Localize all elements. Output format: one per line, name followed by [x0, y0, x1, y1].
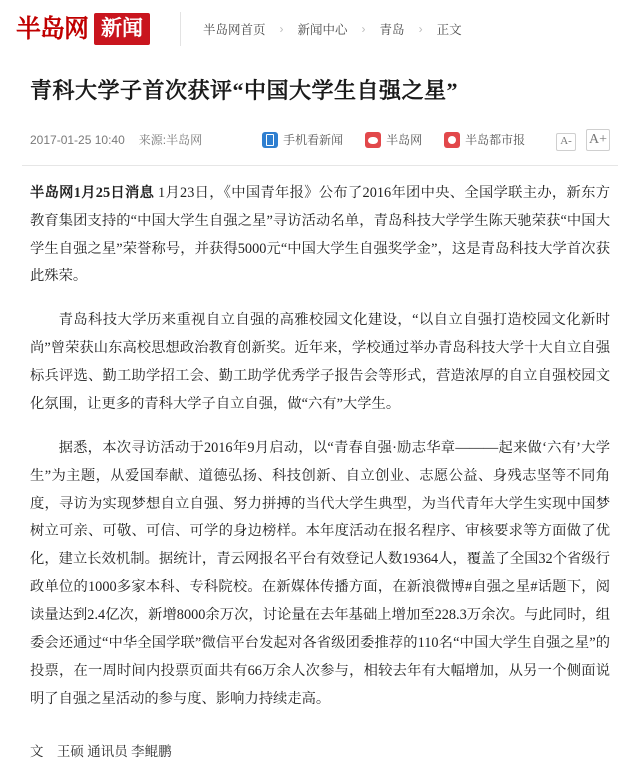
weibo-icon [365, 132, 381, 148]
share-weibo[interactable] [365, 131, 422, 148]
share-bar [262, 131, 525, 148]
page-title: 青科大学子首次获评“中国大学生自强之星” [30, 78, 459, 103]
breadcrumb-separator-icon: › [279, 22, 284, 36]
logo-text: 半岛网 [16, 15, 89, 43]
title-section [0, 58, 640, 107]
article-lead-bold: 半岛网1月25日消息 [30, 184, 155, 201]
app-icon [444, 132, 460, 148]
article-paragraph-1-text: 1月23日，《中国青年报》公布了2016年团中央、全国学联主办，新东方教育集团支持的“中国大学生自强之星”寻访活动名单，青岛科技大学学生陈天驰荣获“中国大学生自强之星”荣誉称号，并获得5000元“中国大学生自强奖学金”，这是青岛科技大学首次获此殊荣。 [30, 184, 610, 285]
share-app-label: 半岛都市报 [465, 133, 526, 148]
breadcrumb-item-home[interactable]: 半岛网首页 [203, 23, 266, 37]
breadcrumb-separator-icon: › [361, 22, 366, 36]
byline-author: 王硕 通讯员 李鲲鹏 [56, 743, 172, 759]
byline-label: 文 [30, 743, 44, 759]
header-divider [180, 12, 181, 46]
breadcrumb-item-news-center[interactable]: 新闻中心 [297, 23, 348, 37]
share-mobile-news[interactable] [262, 131, 343, 148]
article-paragraph-1 [30, 180, 610, 292]
breadcrumb-item-article: 正文 [436, 23, 462, 37]
logo-badge: 新闻 [94, 13, 150, 45]
byline [0, 740, 640, 760]
breadcrumb-item-qingdao[interactable]: 青岛 [379, 23, 405, 37]
phone-icon [262, 132, 278, 148]
share-app[interactable] [444, 131, 525, 148]
site-logo[interactable] [16, 13, 150, 45]
article-paragraph-3: 据悉，本次寻访活动于2016年9月启动，以“青春自强·励志华章———起来做‘六有’大学生”为主题，从爱国奉献、道德弘扬、科技创新、自立创业、志愿公益、身残志坚等不同角度，寻访为实现梦想自立自强、努力拼搏的当代大学生典型，为当代青年大学生实现中国梦树立可亲、可敬、可信、可学的身边榜样。本年度活动在报名程序、审核要求等方面做了优化，建立长效机制。据统计，青云网报名平台有效登记人数19364人，覆盖了全国32个省级行政单位的1000多家本科、专科院校。在新媒体传播方面，在新浪微博#自强之星#话题下，阅读量达到2.4亿次，新增8000余万次，讨论量在去年基础上增加至228.3万余次。与此同时，组委会还通过“中华全国学联”微信平台发起对各省级团委推荐的110名“中国大学生自强之星”的投票，在一周时间内投票页面共有66万余人次参与，相较去年有大幅增加，从另一个侧面说明了自强之星活动的参与度、影响力持续走高。 [30, 439, 610, 707]
breadcrumb [203, 20, 462, 38]
breadcrumb-separator-icon: › [418, 22, 423, 36]
publish-date: 2017-01-25 10:40 [30, 132, 125, 147]
article-body [0, 166, 640, 714]
article-paragraph-2: 青岛科技大学历来重视自立自强的高雅校园文化建设，“以自立自强打造校园文化新时尚”曾荣获山东高校思想政治教育创新奖。近年来，学校通过举办青岛科技大学十大自立自强标兵评选、勤工助学招工会、勤工助学优秀学子报告会等形式，营造浓厚的自立自强校园文化氛围，让更多的青科大学子自立自强，做“六有”大学生。 [30, 312, 610, 412]
font-size-controls [556, 129, 610, 151]
font-decrease-button[interactable]: A- [556, 133, 576, 151]
site-header [0, 0, 640, 58]
font-increase-button[interactable]: A+ [586, 129, 610, 151]
article-source: 来源:半岛网 [138, 133, 203, 148]
share-mobile-news-label: 手机看新闻 [283, 133, 344, 148]
article-meta [0, 127, 640, 153]
share-weibo-label: 半岛网 [386, 133, 423, 148]
